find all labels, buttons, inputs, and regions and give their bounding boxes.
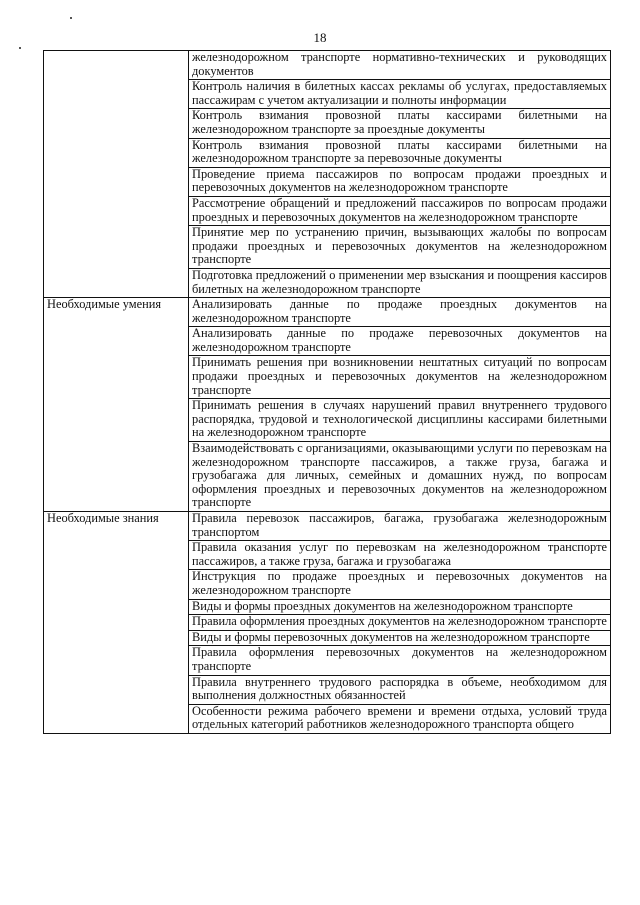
scan-speck: [70, 17, 72, 19]
requirement-cell: Правила перевозок пассажиров, багажа, грузобагажа железнодорожным транспортом: [189, 512, 611, 541]
page-number: 18: [313, 30, 327, 45]
competency-table-body: [44, 51, 611, 734]
requirement-cell: Виды и формы проездных документов на железнодорожном транспорте: [189, 599, 611, 615]
requirement-cell: Правила оформления перевозочных документов на железнодорожном транспорте: [189, 646, 611, 675]
competency-table: [43, 50, 611, 734]
requirement-cell: Подготовка предложений о применении мер взыскания и поощрения кассиров билетных на железнодорожном транспорте: [189, 268, 611, 297]
section-label: Необходимые умения: [44, 298, 189, 512]
requirement-cell: Принимать решения в случаях нарушений правил внутреннего трудового распорядка, трудовой и технологической дисциплины кассирами билетными на железнодорожном транспорте: [189, 399, 611, 442]
table-row: [44, 512, 611, 541]
requirement-cell: Правила оформления проездных документов на железнодорожном транспорте: [189, 615, 611, 631]
requirement-cell: железнодорожном транспорте нормативно-технических и руководящих документов: [189, 51, 611, 80]
requirement-cell: Правила оказания услуг по перевозкам на железнодорожном транспорте пассажиров, а также груза, багажа и грузобагажа: [189, 541, 611, 570]
section-label: Необходимые знания: [44, 512, 189, 734]
requirement-cell: Анализировать данные по продаже проездных документов на железнодорожном транспорте: [189, 298, 611, 327]
requirement-cell: Принимать решения при возникновении нештатных ситуаций по вопросам продажи проездных и перевозочных документов на железнодорожном транспорте: [189, 356, 611, 399]
requirement-cell: Рассмотрение обращений и предложений пассажиров по вопросам продажи проездных и перевозочных документов на железнодорожном транспорте: [189, 196, 611, 225]
requirement-cell: Особенности режима рабочего времени и времени отдыха, условий труда отдельных категорий работников железнодорожного транспорта общего: [189, 704, 611, 733]
requirement-cell: Анализировать данные по продаже перевозочных документов на железнодорожном транспорте: [189, 327, 611, 356]
requirement-cell: Проведение приема пассажиров по вопросам продажи проездных и перевозочных документов на железнодорожном транспорте: [189, 167, 611, 196]
requirement-cell: Контроль взимания провозной платы кассирами билетными на железнодорожном транспорте за перевозочные документы: [189, 138, 611, 167]
table-row: [44, 51, 611, 80]
table-row: [44, 298, 611, 327]
requirement-cell: Контроль взимания провозной платы кассирами билетными на железнодорожном транспорте за проездные документы: [189, 109, 611, 138]
section-label: [44, 51, 189, 298]
requirement-cell: Инструкция по продаже проездных и перевозочных документов на железнодорожном транспорте: [189, 570, 611, 599]
requirement-cell: Виды и формы перевозочных документов на железнодорожном транспорте: [189, 630, 611, 646]
requirement-cell: Контроль наличия в билетных кассах рекламы об услугах, предоставляемых пассажирам с учетом актуализации и полноты информации: [189, 80, 611, 109]
requirement-cell: Взаимодействовать с организациями, оказывающими услуги по перевозкам на железнодорожном транспорте пассажиров, а также груза, багажа и грузобагажа для личных, семейных и домашних нужд, по вопросам оформления проездных и перевозочных документов на железнодорожном транспорте: [189, 442, 611, 512]
scan-speck: [19, 47, 21, 49]
requirement-cell: Принятие мер по устранению причин, вызывающих жалобы по вопросам продажи проездных и перевозочных документов на железнодорожном транспорте: [189, 226, 611, 269]
requirement-cell: Правила внутреннего трудового распорядка в объеме, необходимом для выполнения должностных обязанностей: [189, 675, 611, 704]
